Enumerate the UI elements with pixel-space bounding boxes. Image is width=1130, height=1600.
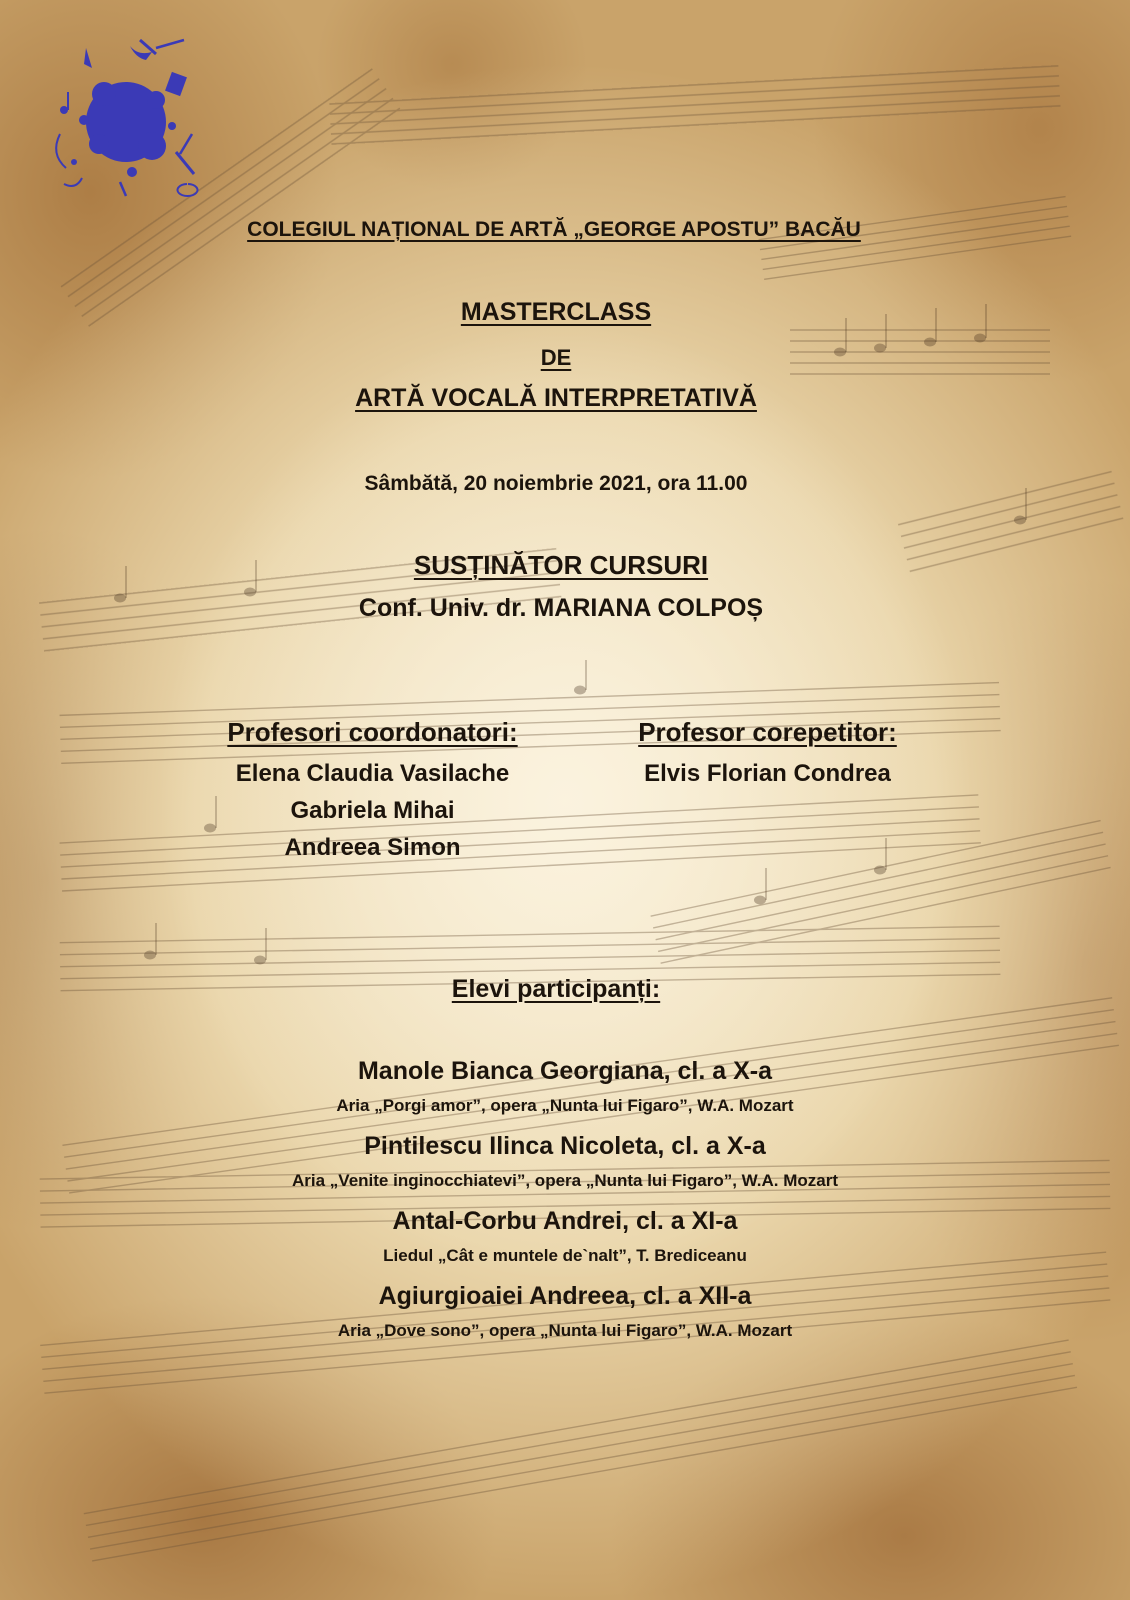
student-repertoire: Aria „Venite inginocchiatevi”, opera „Nunta lui Figaro”, W.A. Mozart [292,1171,838,1190]
student-repertoire: Aria „Dove sono”, opera „Nunta lui Figaro”, W.A. Mozart [337,1321,793,1340]
coordinator-name: Andreea Simon [284,834,461,861]
students-heading: Elevi participanți: [451,975,661,1003]
students-list [0,1055,1130,1355]
accompanist-block [610,717,925,792]
coordinator-name: Elena Claudia Vasilache [235,760,510,787]
event-title-line-3: ARTĂ VOCALĂ INTERPRETATIVĂ [355,384,757,412]
accompanist-heading: Profesor corepetitor: [638,717,897,747]
accompanist-name: Elvis Florian Condrea [644,760,891,787]
student-entry [0,1130,1130,1192]
student-entry [0,1280,1130,1342]
coordinator-name: Gabriela Mihai [290,797,455,824]
event-date: Sâmbătă, 20 noiembrie 2021, ora 11.00 [364,472,748,495]
student-repertoire: Liedul „Cât e muntele de`nalt”, T. Brediceanu [383,1246,747,1265]
student-entry [0,1205,1130,1267]
student-repertoire: Aria „Porgi amor”, opera „Nunta lui Figaro”, W.A. Mozart [336,1096,794,1115]
school-name: COLEGIUL NAȚIONAL DE ARTĂ „GEORGE APOSTU” BACĂU [247,218,861,241]
student-name: Pintilescu Ilinca Nicoleta, cl. a X-a [364,1132,766,1160]
student-name: Agiurgioaiei Andreea, cl. a XII-a [378,1282,752,1310]
lecturer-name: Conf. Univ. dr. MARIANA COLPOȘ [358,594,764,622]
coordinators-block [200,717,545,866]
lecturer-heading: SUSȚINĂTOR CURSURI [413,550,709,580]
coordinators-heading: Profesori coordonatori: [227,717,518,747]
student-name: Manole Bianca Georgiana, cl. a X-a [357,1057,773,1085]
student-name: Antal-Corbu Andrei, cl. a XI-a [392,1207,738,1235]
event-title-line-1: MASTERCLASS [460,298,652,326]
student-entry [0,1055,1130,1117]
event-title-line-2: DE [540,345,572,370]
